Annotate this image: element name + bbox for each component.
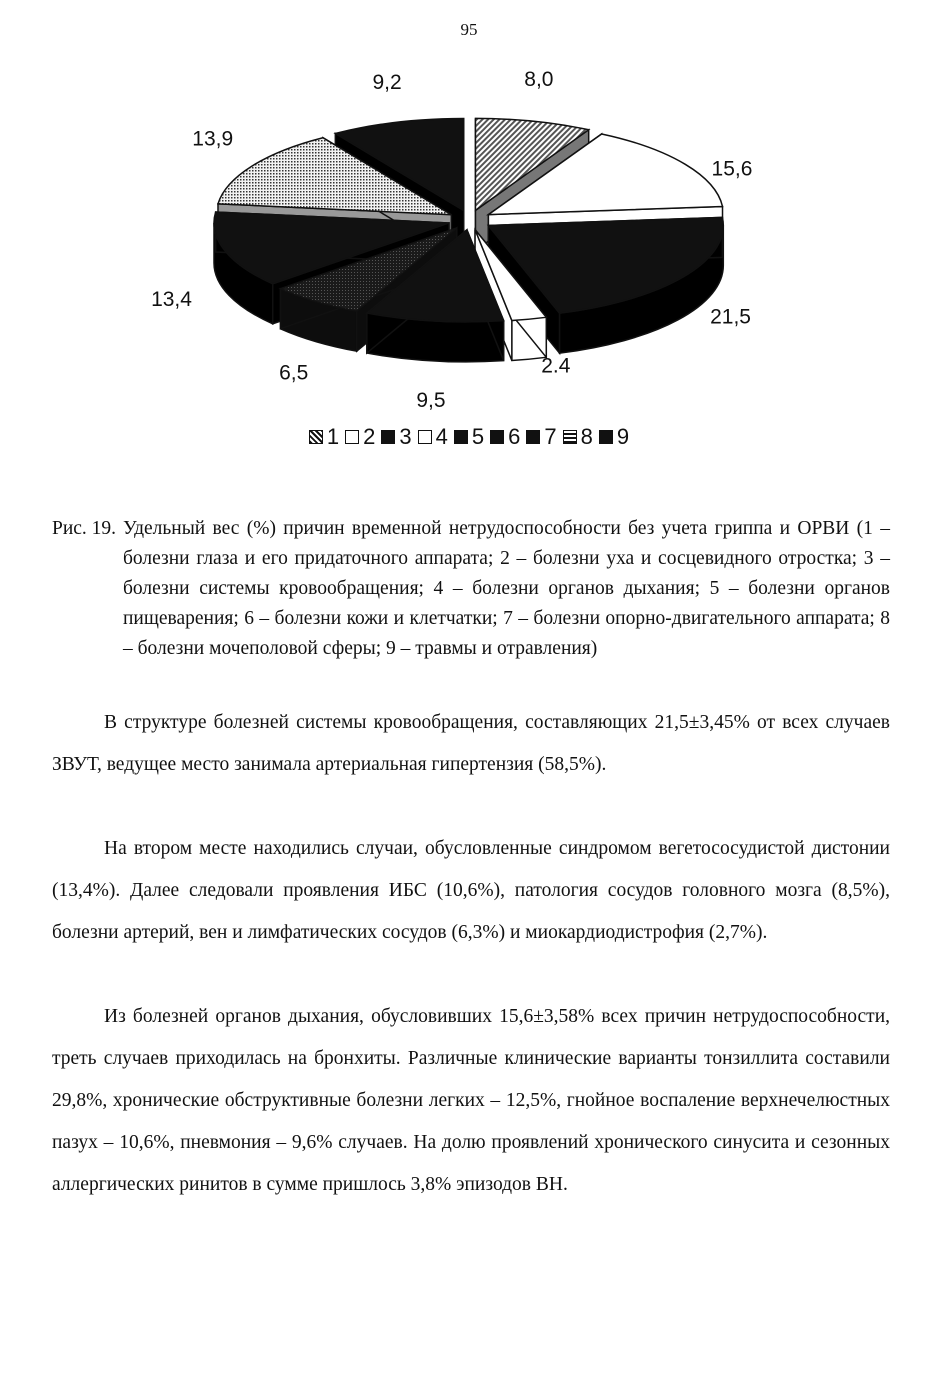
data-label: 15,6: [711, 157, 753, 181]
figure-caption-text: Удельный вес (%) причин временной нетрудоспособности без учета гриппа и ОРВИ (1 – болезни глаза и его придаточного аппарата; 2 – болезни уха и сосцевидного отростка; 3 – болезни системы кровообращения; 4 – болезни органов дыхания; 5 – болезни органов пищеварения; 6 – болезни кожи и клетчатки; 7 – болезни опорно-двигательного аппарата; 8 – болезни мочеполовой сферы; 9 – травмы и отравления): [123, 518, 890, 659]
legend-item: [526, 424, 556, 450]
body-paragraph: На втором месте находились случаи, обусловленные синдромом вегетососудистой дистонии (13,4%). Далее следовали проявления ИБС (10,6%), патология сосудов головного мозга (8,5%), болезни артерий, вен и лимфатических сосудов (6,3%) и миокардиодистрофия (2,7%).: [52, 838, 890, 943]
legend-label: 2: [363, 424, 376, 449]
legend-swatch: [418, 430, 432, 444]
data-label: 13,4: [151, 288, 192, 312]
legend-label: 7: [544, 424, 557, 449]
data-label: 9,5: [416, 388, 446, 412]
legend-item: [418, 424, 448, 450]
legend-item: [490, 424, 520, 450]
data-label: 8,0: [524, 67, 554, 91]
page-number: 95: [460, 20, 478, 39]
legend-label: 1: [326, 424, 340, 449]
body-paragraph: Из болезней органов дыхания, обусловивших 15,6±3,58% всех причин нетрудоспособности, треть случаев приходилась на бронхиты. Различные клинические варианты тонзиллита составили 29,8%, хронические обструктивные болезни легких – 12,5%, гнойное воспаление верхнечелюстных пазух – 10,6%, пневмония – 9,6% случаев. На долю проявлений хронического синусита и сезонных аллергических ринитов в сумме пришлось 3,8% эпизодов ВН.: [52, 1006, 890, 1195]
legend-item: [381, 424, 411, 450]
data-label: 21,5: [710, 305, 751, 329]
legend-swatch: [526, 430, 540, 444]
legend-item: [309, 424, 339, 450]
figure-caption: [52, 514, 890, 664]
data-label: 2.4: [541, 354, 571, 378]
legend-swatch: [454, 430, 468, 444]
legend-label: 3: [399, 424, 412, 449]
legend-swatch: [381, 430, 395, 444]
legend-item: [563, 424, 593, 450]
legend-item: [345, 424, 375, 450]
pie-chart: [0, 67, 938, 420]
data-label: 6,5: [279, 361, 309, 385]
legend-swatch: [345, 430, 359, 444]
legend-swatch: [599, 430, 613, 444]
legend-item: [599, 424, 629, 450]
legend-label: 8: [580, 424, 593, 449]
figure-caption-label: Рис. 19.: [52, 518, 117, 539]
legend-swatch: [309, 430, 323, 444]
legend-item: [454, 424, 484, 450]
data-label: 13,9: [192, 127, 234, 151]
legend-label: 4: [435, 424, 448, 449]
legend-swatch: [490, 430, 504, 444]
chart-legend: [0, 424, 938, 450]
legend-label: 9: [616, 424, 630, 449]
data-label: 9,2: [372, 71, 402, 95]
body-paragraph: В структуре болезней системы кровообращения, составляющих 21,5±3,45% от всех случаев ЗВУТ, ведущее место занимала артериальная гипертензия (58,5%).: [52, 712, 890, 775]
legend-label: 5: [471, 424, 485, 449]
legend-label: 6: [508, 424, 521, 449]
legend-swatch: [563, 430, 577, 444]
